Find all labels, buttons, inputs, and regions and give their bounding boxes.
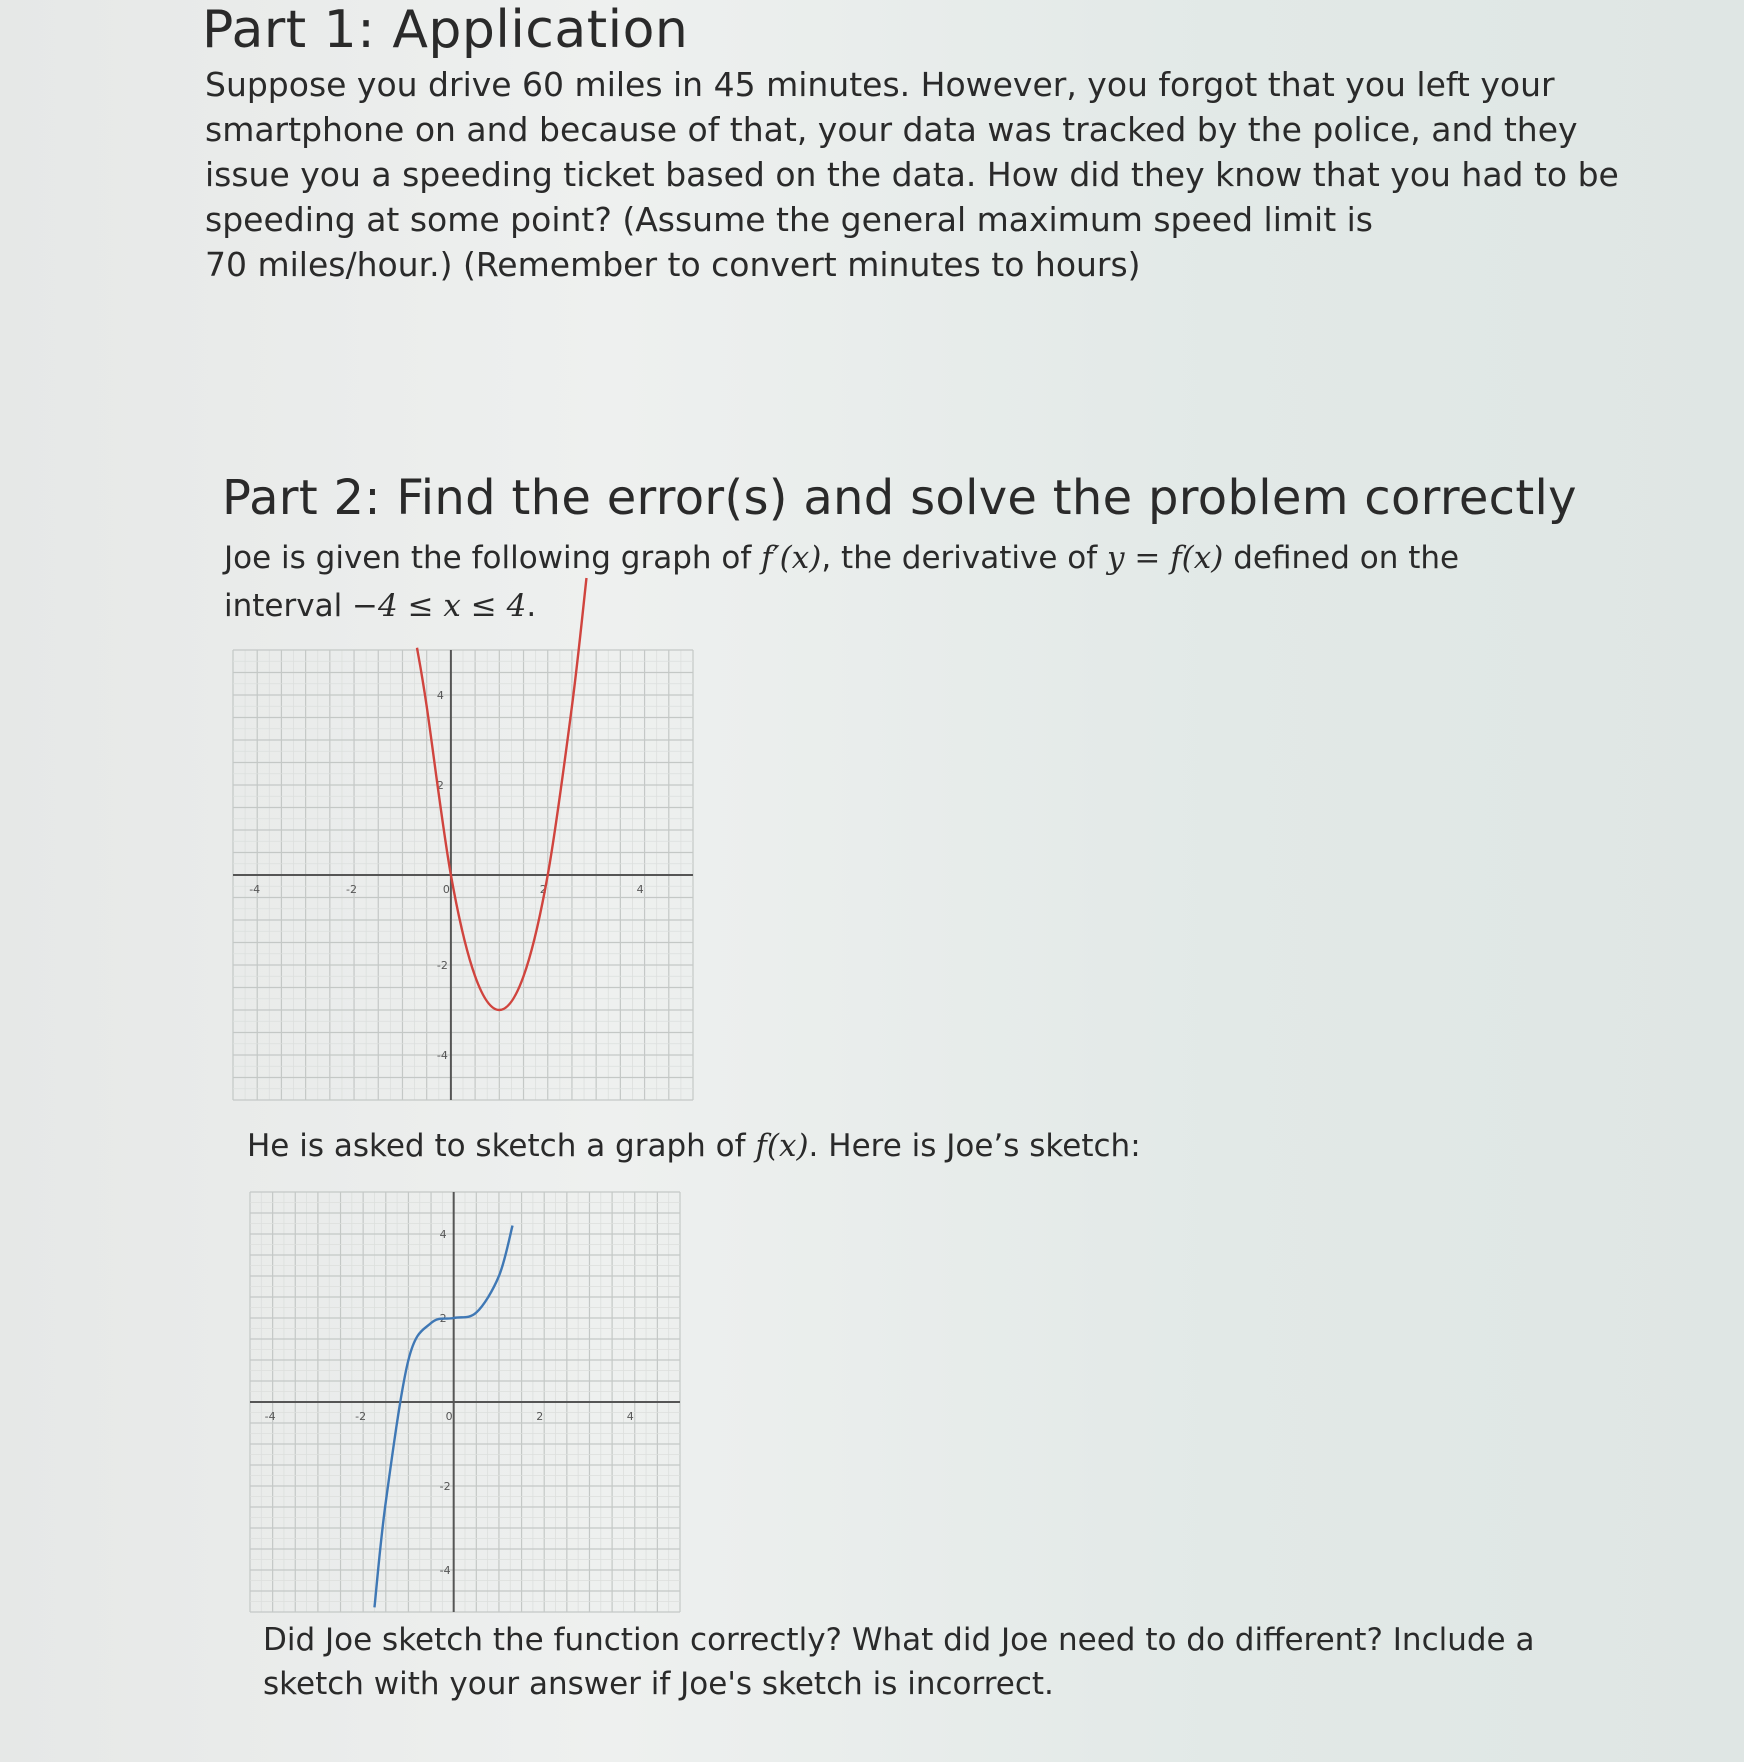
x-tick-label: -2	[346, 883, 358, 896]
fprime-expression: f′(x)	[761, 540, 822, 576]
derivative-graph	[233, 650, 693, 1100]
joe-sketch-curve	[374, 1226, 512, 1608]
x-tick-label: 4	[636, 883, 644, 896]
joe-sketch-graph	[250, 1192, 680, 1612]
caption-text: . Here is Joe’s sketch:	[808, 1128, 1141, 1164]
y-tick-label: 2	[436, 779, 444, 792]
part2-intro	[224, 534, 1459, 630]
part1-question	[205, 62, 1619, 287]
x-tick-label: 2	[536, 1410, 544, 1423]
y-tick-label: 4	[439, 1228, 447, 1241]
y-tick-label: -2	[436, 959, 448, 972]
x-tick-label: 2	[539, 883, 547, 896]
caption-text: He is asked to sketch a graph of	[247, 1128, 756, 1164]
x-tick-label: -2	[355, 1410, 367, 1423]
y-tick-label: 2	[439, 1312, 447, 1325]
y-tick-label: 4	[436, 689, 444, 702]
x-tick-label: -4	[264, 1410, 276, 1423]
sketch-caption	[247, 1128, 1141, 1164]
x-tick-label: 0	[445, 1410, 453, 1423]
part1-line: issue you a speeding ticket based on the data. How did they know that you had to be	[205, 155, 1619, 194]
part2-title: Part 2: Find the error(s) and solve the problem correctly	[222, 470, 1577, 526]
interval-expression: −4 ≤ x ≤ 4	[352, 588, 527, 624]
fx-expression: f(x)	[755, 1128, 809, 1164]
part1-line: smartphone on and because of that, your data was tracked by the police, and they	[205, 110, 1578, 149]
intro-text: defined on the	[1223, 540, 1460, 576]
y-tick-label: -4	[436, 1049, 448, 1062]
y-equals-fx-expression: y = f(x)	[1107, 540, 1224, 576]
x-tick-label: 4	[626, 1410, 634, 1423]
final-question	[263, 1618, 1534, 1706]
y-tick-label: -4	[439, 1564, 451, 1577]
part1-line: speeding at some point? (Assume the general maximum speed limit is	[205, 200, 1373, 239]
part1-title: Part 1: Application	[202, 0, 689, 60]
x-tick-label: -4	[249, 883, 261, 896]
intro-text: .	[526, 588, 537, 624]
intro-text: interval	[224, 588, 353, 624]
intro-text: , the derivative of	[821, 540, 1108, 576]
question-line: Did Joe sketch the function correctly? What did Joe need to do different? Include a	[263, 1622, 1535, 1658]
x-tick-label: 0	[442, 883, 450, 896]
y-tick-label: -2	[439, 1480, 451, 1493]
part1-line: Suppose you drive 60 miles in 45 minutes. However, you forgot that you left your	[205, 65, 1555, 104]
derivative-curve	[417, 578, 586, 1010]
question-line: sketch with your answer if Joe's sketch is incorrect.	[263, 1666, 1054, 1702]
intro-text: Joe is given the following graph of	[224, 540, 762, 576]
part1-line: 70 miles/hour.) (Remember to convert minutes to hours)	[205, 245, 1141, 284]
